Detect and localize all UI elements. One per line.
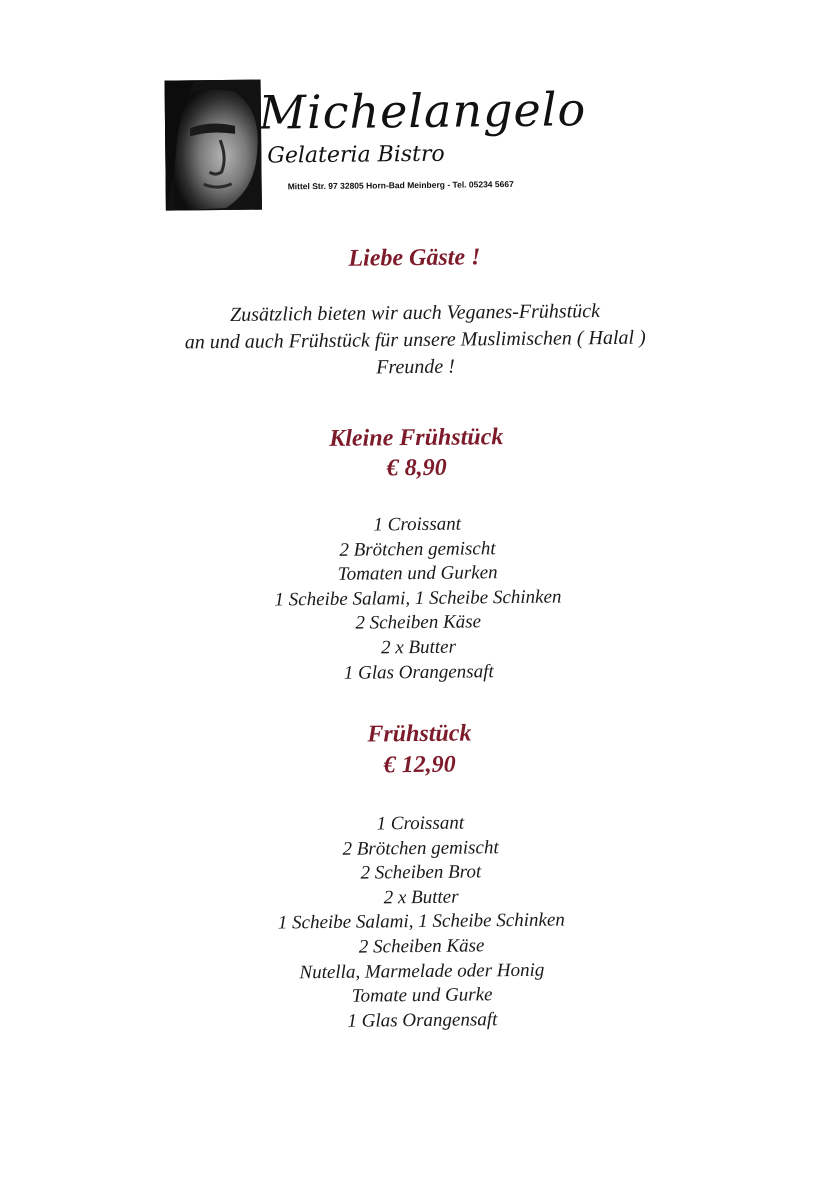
menu-title-small: Kleine Frühstück bbox=[329, 424, 504, 452]
intro-line: Freunde ! bbox=[376, 355, 456, 379]
intro-line: an und auch Frühstück für unsere Muslimischen ( Halal ) bbox=[184, 326, 646, 354]
menu-item: 2 Brötchen gemischt bbox=[342, 836, 499, 860]
menu-item: 2 Brötchen gemischt bbox=[339, 537, 496, 561]
menu-item: 2 Scheiben Brot bbox=[360, 861, 482, 884]
menu-item: 1 Croissant bbox=[376, 812, 465, 835]
menu-item: 1 Scheibe Salami, 1 Scheibe Schinken bbox=[277, 909, 565, 934]
menu-item: 2 x Butter bbox=[383, 886, 459, 909]
menu-item: 2 Scheiben Käse bbox=[358, 935, 485, 958]
address-line: Mittel Str. 97 32805 Horn-Bad Meinberg - Tel. 05234 5667 bbox=[287, 178, 514, 192]
menu-item: 1 Glas Orangensaft bbox=[347, 1008, 498, 1032]
greeting-heading: Liebe Gäste ! bbox=[348, 244, 481, 272]
menu-item: 2 x Butter bbox=[380, 636, 457, 659]
brand-name: Michelangelo bbox=[258, 82, 587, 140]
menu-item: 1 Scheibe Salami, 1 Scheibe Schinken bbox=[274, 586, 562, 611]
menu-item: 2 Scheiben Käse bbox=[355, 611, 482, 635]
menu-items-full bbox=[2, 808, 836, 1038]
menu-items-small bbox=[0, 509, 836, 690]
logo-wordmark bbox=[247, 82, 598, 220]
menu-item: Nutella, Marmelade oder Honig bbox=[299, 959, 545, 983]
intro-line: Zusätzlich bieten wir auch Veganes-Frühstück bbox=[229, 300, 601, 326]
menu-item: 1 Glas Orangensaft bbox=[343, 660, 494, 684]
menu-price-full: € 12,90 bbox=[383, 751, 456, 779]
intro-text bbox=[0, 296, 834, 386]
menu-item: Tomate und Gurke bbox=[351, 984, 493, 1007]
brand-subtitle: Gelateria Bistro bbox=[267, 141, 445, 169]
menu-title-full: Frühstück bbox=[367, 720, 472, 748]
menu-price-small: € 8,90 bbox=[386, 454, 447, 482]
menu-item: 1 Croissant bbox=[373, 513, 462, 536]
menu-item: Tomaten und Gurken bbox=[337, 562, 498, 586]
